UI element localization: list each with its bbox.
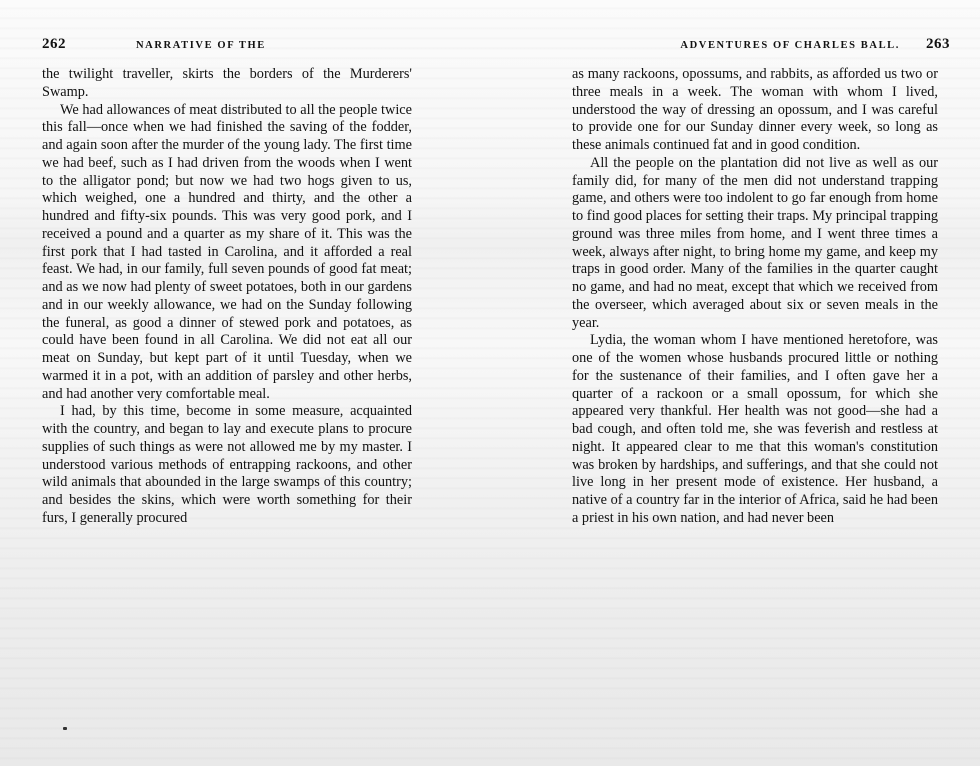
paragraph: the twilight traveller, skirts the borders of the Murderers' Swamp. <box>42 66 412 100</box>
left-running-head: NARRATIVE OF THE <box>136 40 266 51</box>
paragraph: We had allowances of meat distributed to all the people twice this fall—once when we had finished the saving of the fodder, and again soon after the murder of the young lady. The first time we had beef, such as I had driven from the woods when I went to the alligator pond; but now we had two hogs given to us, which weighed, one a hundred and thirty, and the other a hundred and fifty-six pounds. This was very good pork, and I received a pound and a quarter as my share of it. This was the first pork that I had tasted in Carolina, and it afforded a real feast. We had, in our family, full seven pounds of good fat meat; and as we now had plenty of sweet potatoes, both in our gardens and in our weekly allowance, we had on the Sunday following the funeral, as good a dinner of stewed pork and potatoes, as could have been found in all Carolina. We did not eat all our meat on Sunday, but kept part of it until Tuesday, when we warmed it in a pot, with an addition of parsley and other herbs, and had another very comfortable meal. <box>42 101 412 402</box>
right-page-body <box>572 66 938 528</box>
paragraph: Lydia, the woman whom I have mentioned heretofore, was one of the women whose husbands procured little or nothing for the sustenance of their families, and I often gave her a quarter of a rackoon or a small opossum, for which she appeared very thankful. Her health was not good—she had a bad cough, and often told me, she was feverish and restless at night. It appeared clear to me that this woman's constitution was broken by hardships, and sufferings, and that she could not live long in her present mode of existence. Her husband, a native of a country far in the interior of Africa, said he had been a priest in his own nation, and had never been <box>572 332 938 526</box>
left-page-body <box>42 66 412 528</box>
paragraph: All the people on the plantation did not live as well as our family did, for many of the men did not understand trapping game, and others were too indolent to go far enough from home to find good places for setting their traps. My principal trapping ground was three miles from home, and I went three times a week, always after night, to bring home my game, and keep my traps in good order. Many of the families in the quarter caught no game, and had no meat, except that which we received from the overseer, which averaged about six or seven meals in the year. <box>572 154 938 331</box>
right-page-header <box>572 36 950 56</box>
left-page-number: 262 <box>42 36 66 52</box>
right-page <box>490 0 980 766</box>
ink-speck <box>63 727 67 730</box>
left-page-header <box>42 36 414 56</box>
right-running-head: ADVENTURES OF CHARLES BALL. <box>680 40 900 51</box>
paragraph: as many rackoons, opossums, and rabbits, as afforded us two or three meals in a week. The woman with whom I lived, understood the way of dressing an opossum, and I was careful to provide one for our Sunday dinner every week, so long as these animals continued fat and in good condition. <box>572 66 938 153</box>
right-page-number: 263 <box>926 36 950 52</box>
paragraph: I had, by this time, become in some measure, acquainted with the country, and began to lay and execute plans to procure supplies of such things as were not allowed me by my master. I understood various methods of entrapping rackoons, and other wild animals that abounded in the large swamps of this country; and besides the skins, which were worth something for their furs, I generally procured <box>42 403 412 526</box>
